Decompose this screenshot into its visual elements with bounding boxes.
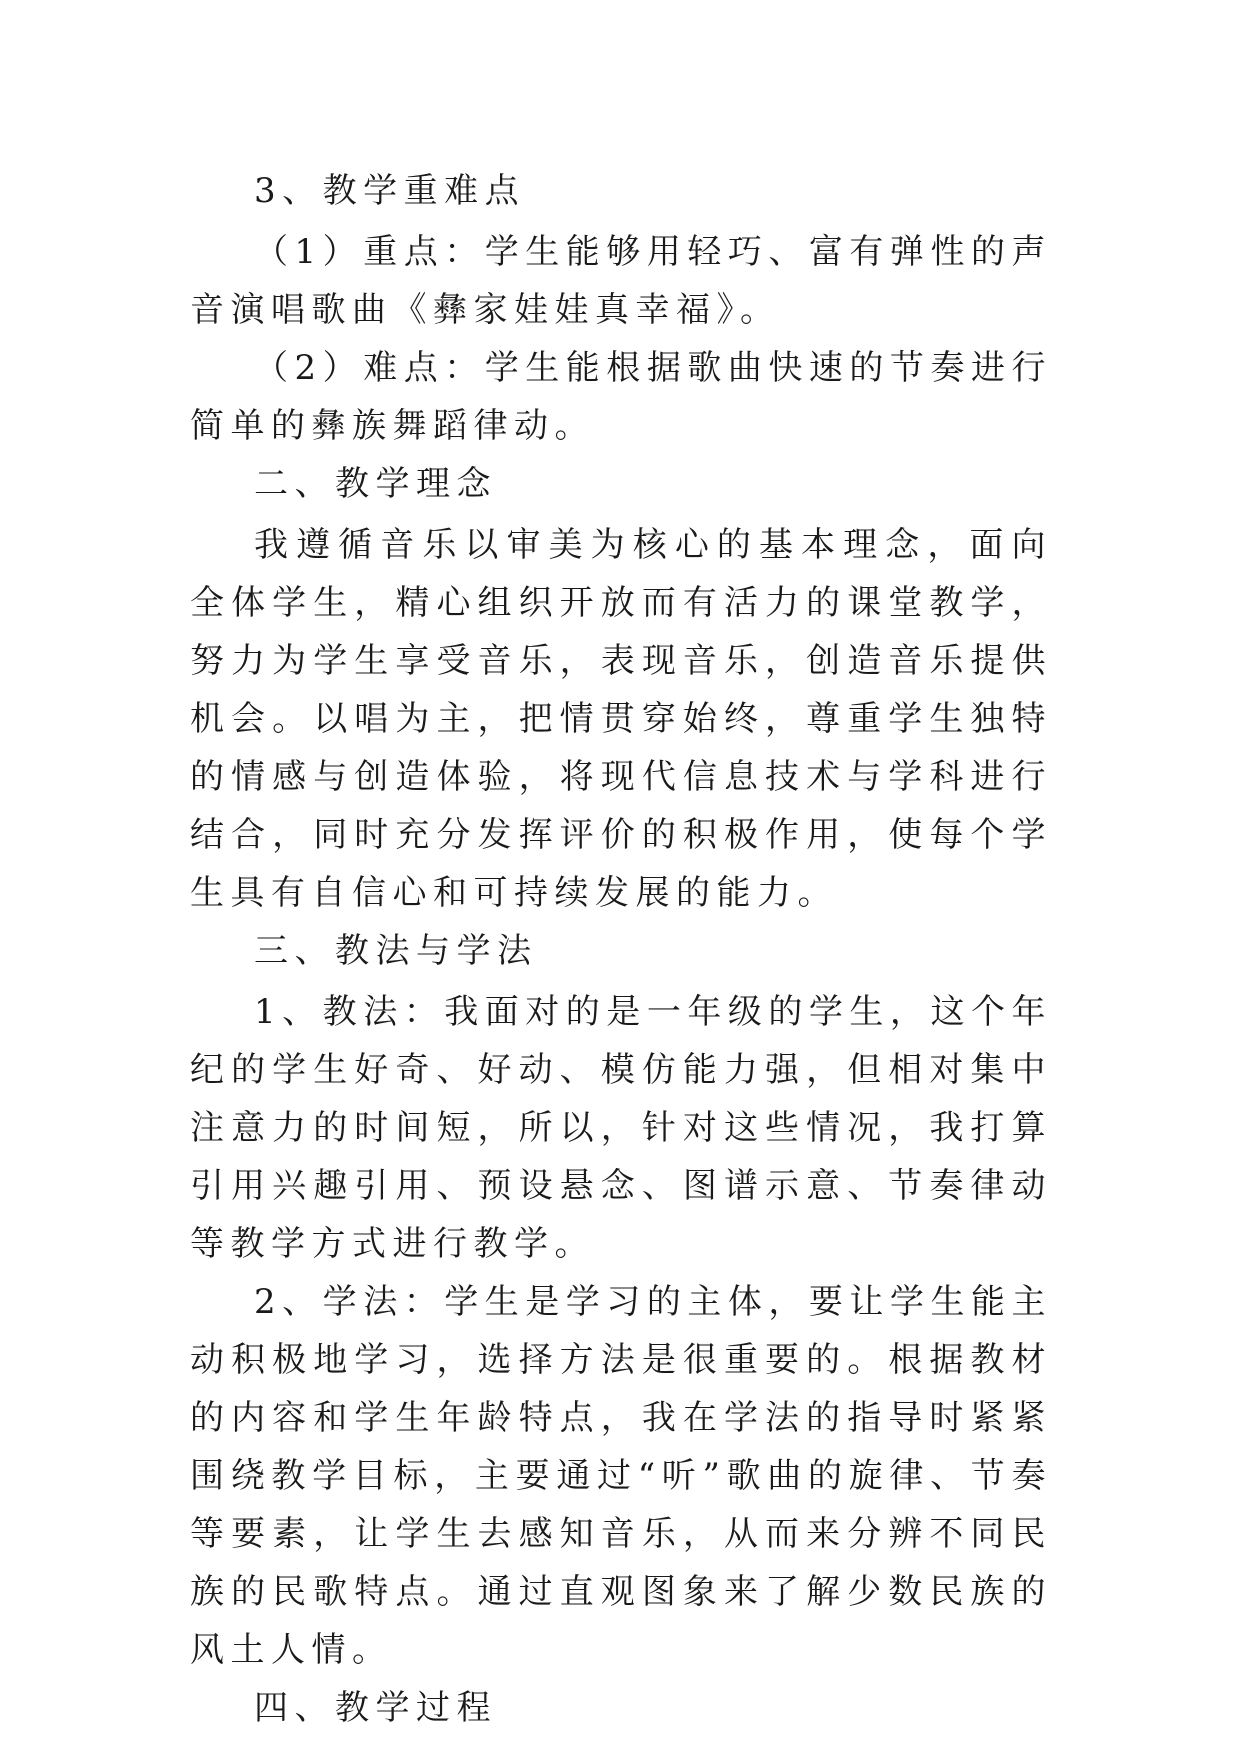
document-body [190,162,1052,1740]
paragraph-difficult-point: （2）难点：学生能根据歌曲快速的节奏进行简单的彝族舞蹈律动。 [190,348,1052,446]
paragraph-teaching-method: 1、教法：我面对的是一年级的学生，这个年纪的学生好奇、好动、模仿能力强，但相对集中注意力的时间短，所以，针对这些情况，我打算引用兴趣引用、预设悬念、图谱示意、节奏律动等教学方式进行教学。 [190,992,1052,1264]
paragraph-teaching-philosophy: 我遵循音乐以审美为核心的基本理念，面向全体学生，精心组织开放而有活力的课堂教学，努力为学生享受音乐，表现音乐，创造音乐提供机会。以唱为主，把情贯穿始终，尊重学生独特的情感与创造体验，将现代信息技术与学科进行结合，同时充分发挥评价的积极作用，使每个学生具有自信心和可持续发展的能力。 [190,525,1052,913]
section-heading-key-points: 3、教学重难点 [254,171,526,211]
section-heading-teaching-philosophy: 二、教学理念 [254,464,497,504]
paragraph-learning-method: 2、学法：学生是学习的主体，要让学生能主动积极地学习，选择方法是很重要的。根据教材的内容和学生年龄特点，我在学法的指导时紧紧围绕教学目标，主要通过“听”歌曲的旋律、节奏等要素，让学生去感知音乐，从而来分辨不同民族的民歌特点。通过直观图象来了解少数民族的风土人情。 [190,1282,1052,1670]
paragraph-key-point: （1）重点：学生能够用轻巧、富有弹性的声音演唱歌曲《彝家娃娃真幸福》。 [190,232,1052,330]
section-heading-teaching-process: 四、教学过程 [254,1688,497,1728]
section-heading-methods: 三、教法与学法 [254,931,538,971]
